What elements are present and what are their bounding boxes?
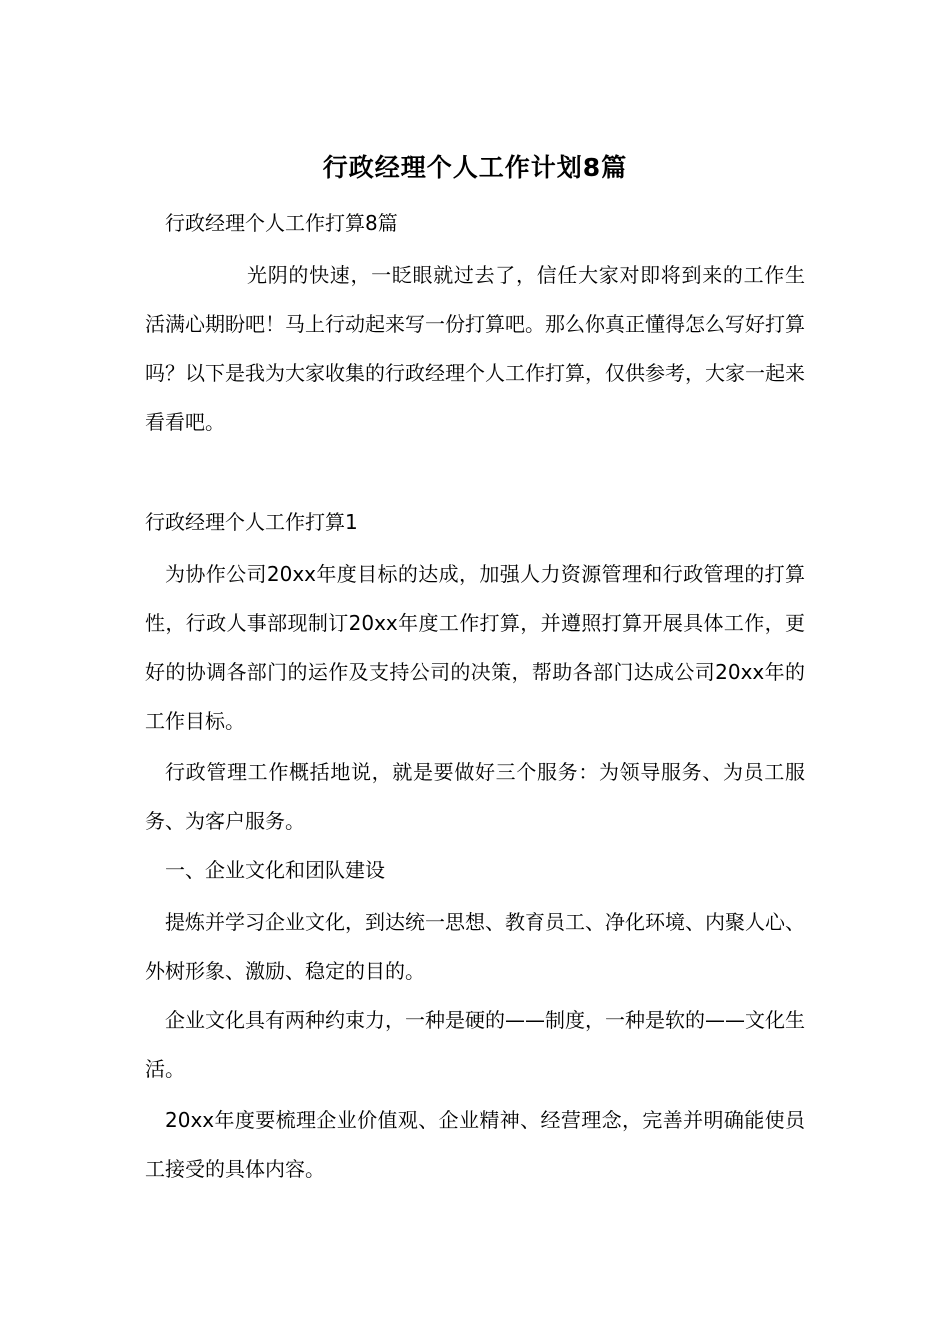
paragraph-services: 行政管理工作概括地说，就是要做好三个服务：为领导服务、为员工服务、为客户服务。 bbox=[145, 760, 805, 833]
intro-paragraph: 光阴的快速，一眨眼就过去了，信任大家对即将到来的工作生活满心期盼吧！马上行动起来写一份打算吧。那么你真正懂得怎么写好打算吗？以下是我为大家收集的行政经理个人工作打算，仅供参考，大家一起来看看吧。 bbox=[145, 263, 805, 434]
document-title: 行政经理个人工作计划8篇 bbox=[322, 153, 628, 182]
section-heading-1: 行政经理个人工作打算1 bbox=[145, 510, 358, 534]
paragraph-goals: 为协作公司20xx年度目标的达成，加强人力资源管理和行政管理的打算性，行政人事部现制订20xx年度工作打算，并遵照打算开展具体工作，更好的协调各部门的运作及支持公司的决策，帮助各部门达成公司20xx年的工作目标。 bbox=[145, 562, 805, 733]
paragraph-culture-constraints: 企业文化具有两种约束力，一种是硬的——制度，一种是软的——文化生活。 bbox=[145, 1008, 805, 1081]
paragraph-culture-purpose: 提炼并学习企业文化，到达统一思想、教育员工、净化环境、内聚人心、外树形象、激励、稳定的目的。 bbox=[145, 910, 805, 983]
document-subtitle: 行政经理个人工作打算8篇 bbox=[165, 211, 398, 235]
paragraph-culture-values: 20xx年度要梳理企业价值观、企业精神、经营理念，完善并明确能使员工接受的具体内容。 bbox=[145, 1108, 805, 1181]
subheading-culture: 一、企业文化和团队建设 bbox=[165, 858, 385, 882]
